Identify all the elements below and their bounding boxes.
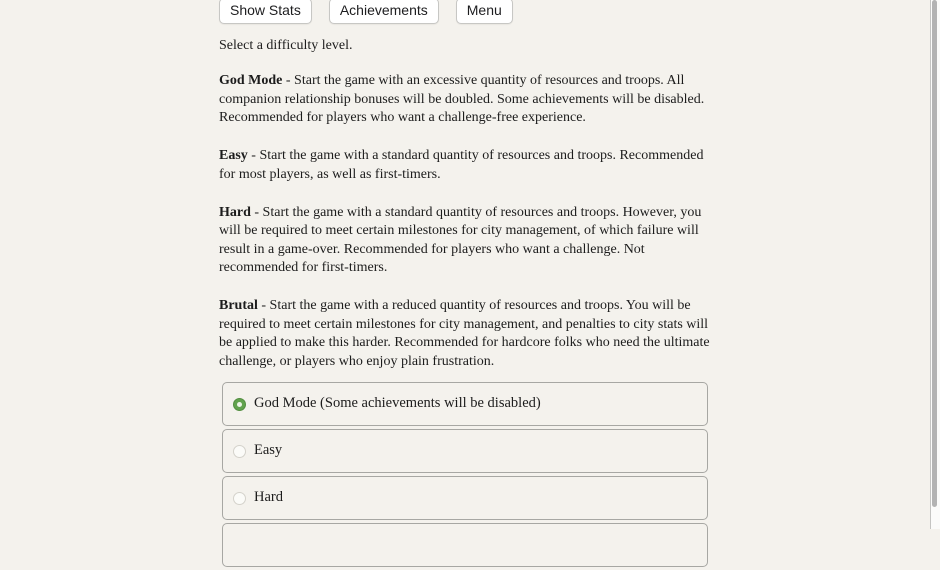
show-stats-button[interactable]: Show Stats (219, 0, 312, 24)
scrollbar[interactable] (930, 0, 940, 529)
intro-text: Select a difficulty level. (219, 37, 353, 53)
radio-selected-icon[interactable] (233, 398, 246, 411)
choice-hard-label: Hard (254, 489, 283, 505)
choice-easy-label: Easy (254, 442, 283, 458)
menu-button[interactable]: Menu (456, 0, 513, 24)
radio-unselected-icon[interactable] (233, 445, 246, 458)
difficulty-description-hard (219, 204, 711, 278)
scrollbar-thumb[interactable] (932, 0, 937, 507)
difficulty-name-brutal: Brutal (219, 298, 258, 313)
game-content-column (219, 0, 711, 570)
toolbar (219, 0, 711, 24)
radio-unselected-icon[interactable] (233, 492, 246, 505)
choice-partial-fourth[interactable] (222, 523, 708, 567)
choice-hard[interactable] (222, 476, 708, 520)
difficulty-text-hard: - Start the game with a standard quantity of resources and troops. However, you will be required to meet certain milestones for city management, of which failure will result in a game-over. Recommended for players who want a challenge. Not recommended for first-timers. (219, 204, 702, 275)
difficulty-name-god-mode: God Mode (219, 73, 283, 88)
choice-easy[interactable] (222, 429, 708, 473)
difficulty-choice-list (222, 382, 708, 567)
choice-god-mode-label: God Mode (Some achievements will be disabled) (254, 395, 541, 411)
choice-god-mode[interactable] (222, 382, 708, 426)
difficulty-name-easy: Easy (219, 148, 248, 163)
difficulty-name-hard: Hard (219, 204, 251, 220)
difficulty-text-god-mode: - Start the game with an excessive quantity of resources and troops. All companion relationship bonuses will be doubled. Some achievements will be disabled. Recommended for players who want a challenge-free experience. (219, 73, 705, 125)
difficulty-description-easy (219, 147, 711, 184)
difficulty-description-brutal (219, 297, 711, 371)
achievements-button[interactable]: Achievements (329, 0, 439, 24)
difficulty-text-easy: - Start the game with a standard quantity of resources and troops. Recommended for most players, as well as first-timers. (219, 148, 704, 182)
difficulty-text-brutal: - Start the game with a reduced quantity of resources and troops. You will be required to meet certain milestones for city management, and penalties to city stats will be applied to make this harder. Recommended for hardcore folks who need the ultimate challenge, or players who enjoy plain frustration. (219, 298, 710, 369)
difficulty-description-god-mode (219, 72, 711, 128)
